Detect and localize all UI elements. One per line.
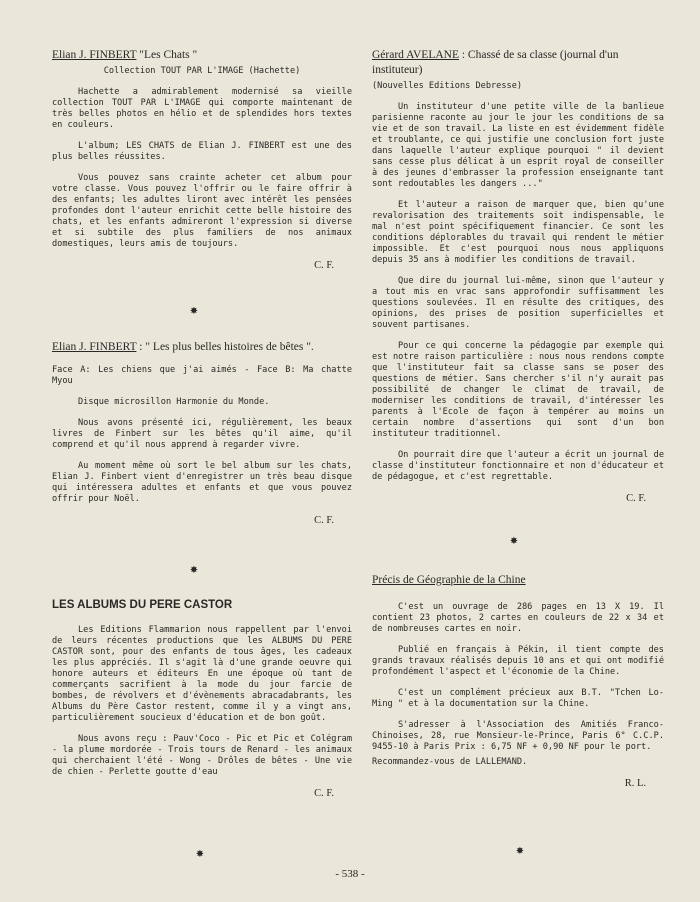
- review-geographie-chine: [372, 573, 664, 789]
- paragraph: S'adresser à l'Association des Amitiés Franco-Chinoises, 28, rue Monsieur-le-Prince, Paris 6° C.C.P. 9455-10 à Paris Prix : 6,75 NF + 0,90 NF pour le port.: [372, 720, 664, 752]
- author-name: Elian J. FINBERT: [52, 49, 137, 61]
- page-number: - 538 -: [335, 868, 365, 880]
- collection-line: Collection TOUT PAR L'IMAGE (Hachette): [103, 66, 301, 76]
- signature: C. F.: [626, 493, 646, 504]
- record-label: Disque microsillon Harmonie du Monde.: [78, 397, 270, 407]
- paragraph: Publié en français à Pékin, il tient compte des grands travaux réalisés depuis 10 ans et qui ont modifié profondément l'aspect et l'économie de la Chine.: [372, 645, 664, 677]
- signature: C. F.: [314, 260, 334, 271]
- paragraph: Hachette a admirablement modernisé sa vieille collection TOUT PAR L'IMAGE qui comporte maintenant de très belles photos en hélio et de splendides hors textes en couleurs.: [52, 87, 352, 130]
- signature: R. L.: [624, 778, 646, 789]
- publisher-line: (Nouvelles Editions Debresse): [372, 81, 523, 91]
- review-disque: [52, 340, 352, 526]
- separator-star: ✸: [196, 846, 204, 861]
- section-title: [372, 573, 664, 588]
- paragraph: Pour ce qui concerne la pédagogie par exemple qui est notre raison particulière : nous nous rendons compte que l'instituteur fait sa classe sans se poser des questions de métier. Sans chercher s'il n'y aurait pas possibilité de changer le climat de travail, de moderniser les conditions de travail, d'intéresser les parents à l'Ecole de façon à tempérer au moins un certain nombre d'assertions qui sont d'un bon instituteur traditionnel.: [372, 341, 664, 439]
- review-heading: [52, 340, 352, 355]
- paragraph: On pourrait dire que l'auteur a écrit un journal de classe d'instituteur fonctionnaire et non d'éducateur et de pédagogue, et c'est regrettable.: [372, 450, 664, 482]
- signature: C. F.: [314, 515, 334, 526]
- paragraph: C'est un ouvrage de 286 pages en 13 X 19. Il contient 23 photos, 2 cartes en couleurs de 22 x 34 et de nombreuses cartes en noir.: [372, 602, 664, 634]
- separator-star: ✸: [516, 843, 524, 858]
- separator-star: ✸: [190, 303, 198, 318]
- review-heading: [372, 48, 664, 78]
- right-column: [372, 48, 664, 504]
- recommendation: Recommandez-vous de LALLEMAND.: [372, 757, 528, 767]
- separator-star: ✸: [190, 562, 198, 577]
- review-chasse-de-sa-classe: [372, 48, 664, 504]
- separator-star: ✸: [510, 533, 518, 548]
- paragraph: Nous avons reçu : Pauv'Coco - Pic et Pic et Colégram - la plume mordorée - Trois tours de Renard - les animaux qui cherchaient l'été - Wong - Drôles de bêtes - Une vie de chien - Perlette goutte d'eau: [52, 734, 352, 777]
- signature: C. F.: [314, 788, 334, 799]
- review-pere-castor: [52, 598, 352, 799]
- paragraph: Les Editions Flammarion nous rappellent par l'envoi de leurs récentes productions que les ALBUMS DU PERE CASTOR sont, pour des enfants de tous âges, les cadeaux les plus appréciés. Il s'agit là d'une grande oeuvre qui honore auteurs et éditeurs En une époque où tant de commerçants sacrifient à la mode du jour farcie de bombes, de révolvers et d'évènements abracadabrants, les Albums du Père Castor restent, comme il y a vingt ans, particulièrement soucieux d'éducation et de bon goût.: [52, 625, 352, 723]
- left-column-2: [52, 340, 352, 526]
- author-name: Elian J. FINBERT: [52, 341, 137, 353]
- review-les-chats: [52, 48, 352, 271]
- paragraph: Au moment même où sort le bel album sur les chats, Elian J. Finbert vient d'enregistrer un très beau disque qui intéressera adultes et enfants et que vous pouvez offrir pour Noël.: [52, 461, 352, 504]
- record-faces: Face A: Les chiens que j'ai aimés - Face B: Ma chatte Myou: [52, 365, 352, 386]
- left-column: [52, 48, 352, 271]
- paragraph: Un instituteur d'une petite ville de la banlieue parisienne raconte au jour le jour les conditions de sa vie et de son travail. La liste en est évidemment fidèle et troublante, ce qui justifie une conclusion fort juste dans laquelle l'auteur explique pourquoi " il devient sans cesse plus délicat à un esprit royal de conseiller à des jeunes d'embrasser la profession enseignante tant sont redoutables les dangers ...": [372, 102, 664, 189]
- author-name: Gérard AVELANE: [372, 49, 459, 61]
- paragraph: C'est un complément précieux aux B.T. "Tchen Lo-Ming " et à la documentation sur la Chine.: [372, 688, 664, 709]
- paragraph: Que dire du journal lui-même, sinon que l'auteur y a tout mis en vrac sans approfondir suffisamment les questions soulevées. Il en résulte des critiques, des opinions, des prises de position superficielles et souvent partisanes.: [372, 276, 664, 330]
- left-column-3: [52, 598, 352, 799]
- book-title: : Chassé de sa classe (journal d'un instituteur): [372, 49, 619, 76]
- paragraph: Vous pouvez sans crainte acheter cet album pour votre classe. Vous pouvez l'offrir ou le faire offrir à des enfants; les adultes liront avec intérêt les pensées profondes dont l'auteur enrichit cette belle histoire des chats, et les enfants admireront l'expression si diverse et si subtile des plus familiers de nos animaux domestiques, leurs amis de toujours.: [52, 173, 352, 249]
- section-title: LES ALBUMS DU PERE CASTOR: [52, 599, 233, 611]
- book-title: Précis de Géographie de la Chine: [372, 574, 526, 586]
- book-title: "Les Chats ": [139, 49, 198, 61]
- review-heading: [52, 48, 352, 63]
- paragraph: L'album; LES CHATS de Elian J. FINBERT est une des plus belles réussites.: [52, 141, 352, 162]
- paragraph: Et l'auteur a raison de marquer que, bien qu'une revalorisation des traitements soit indispensable, le mal n'est point spécifiquement financier. Ce sont les conditions déplorables du travail qui rendent le métier impossible. Et c'est pourquoi nous nous appliquons depuis 35 ans à modifier les conditions de travail.: [372, 200, 664, 265]
- record-title: : " Les plus belles histoires de bêtes ".: [139, 341, 314, 353]
- right-column-2: [372, 573, 664, 789]
- paragraph: Nous avons présenté ici, régulièrement, les beaux livres de Finbert sur les bêtes qu'il aime, qu'il comprend et qu'il nous apprend à regarder vivre.: [52, 418, 352, 450]
